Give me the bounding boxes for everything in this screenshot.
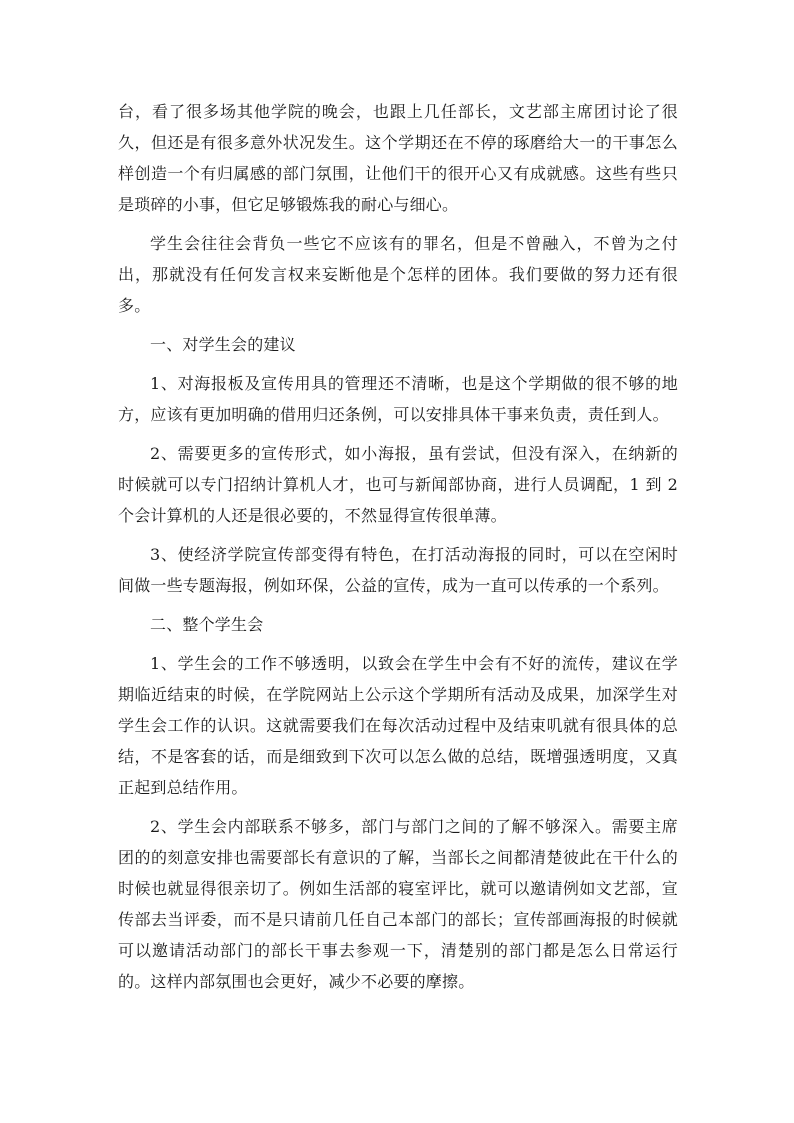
- section-heading-student-union: 二、整个学生会: [150, 615, 264, 634]
- suggestion-item-2: 2、需要更多的宣传形式，如小海报，虽有尝试，但没有深入，在纳新的时候就可以专门招纳计算机人才，也可与新闻部协商，进行人员调配，1 到 2 个会计算机的人还是很必要的，不然显得宣传很单薄。: [118, 444, 678, 525]
- document-body: [118, 96, 678, 1005]
- suggestion-item-1: 1、对海报板及宣传用具的管理还不清晰，也是这个学期做的很不够的地方，应该有更加明确的借用归还条例，可以安排具体干事来负责，责任到人。: [118, 374, 678, 424]
- union-item-2: 2、学生会内部联系不够多，部门与部门之间的了解不够深入。需要主席团的的刻意安排也需要部长有意识的了解，当部长之间都清楚彼此在干什么的时候也就显得很亲切了。例如生活部的寝室评比，就可以邀请例如文艺部，宣传部去当评委，而不是只请前几任自己本部门的部长；宣传部画海报的时候就可以邀请活动部门的部长干事去参观一下，清楚别的部门都是怎么日常运行的。这样内部氛围也会更好，减少不必要的摩擦。: [118, 817, 678, 991]
- paragraph-reputation: 学生会往往会背负一些它不应该有的罪名，但是不曾融入，不曾为之付出，那就没有任何发言权来妄断他是个怎样的团体。我们要做的努力还有很多。: [118, 234, 678, 315]
- union-item-1: 1、学生会的工作不够透明，以致会在学生中会有不好的流传，建议在学期临近结束的时候，在学院网站上公示这个学期所有活动及成果，加深学生对学生会工作的认识。这就需要我们在每次活动过程中及结束叽就有很具体的总结，不是客套的话，而是细致到下次可以怎么做的总结，既增强透明度，又真正起到总结作用。: [118, 654, 678, 797]
- section-heading-suggestions: 一、对学生会的建议: [150, 335, 296, 354]
- paragraph-continuation: 台，看了很多场其他学院的晚会，也跟上几任部长，文艺部主席团讨论了很久，但还是有很多意外状况发生。这个学期还在不停的琢磨给大一的干事怎么样创造一个有归属感的部门氛围，让他们干的很开心又有成就感。这些有些只是琐碎的小事，但它足够锻炼我的耐心与细心。: [118, 102, 678, 214]
- suggestion-item-3: 3、使经济学院宣传部变得有特色，在打活动海报的同时，可以在空闲时间做一些专题海报，例如环保，公益的宣传，成为一直可以传承的一个系列。: [118, 545, 678, 595]
